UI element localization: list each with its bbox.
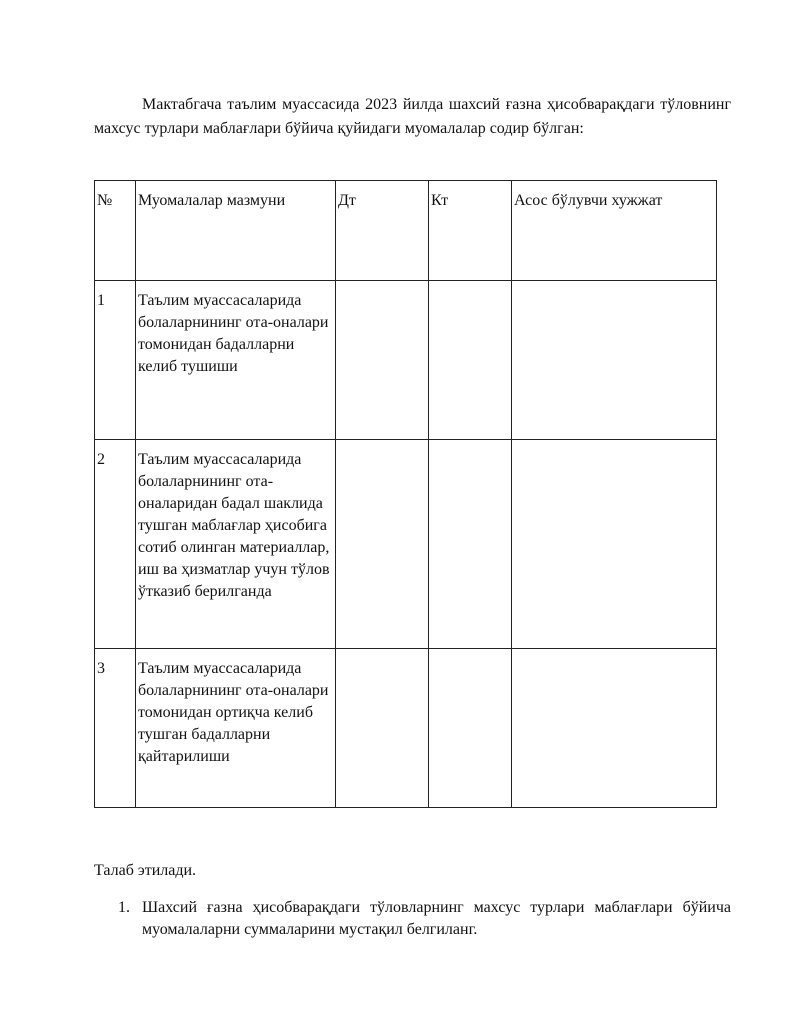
row-document[interactable]	[512, 281, 717, 440]
row-content: Таълим муассасаларида болаларнининг ота-оналари томонидан ортиқча келиб тушган бадалларни қайтарилиши	[136, 649, 336, 808]
row-number: 3	[95, 649, 136, 808]
table-row	[95, 649, 717, 808]
row-credit[interactable]	[429, 281, 512, 440]
table-row	[95, 440, 717, 649]
row-document[interactable]	[512, 649, 717, 808]
row-number: 2	[95, 440, 136, 649]
header-content: Муомалалар мазмуни	[136, 181, 336, 281]
row-debit[interactable]	[336, 440, 429, 649]
row-document[interactable]	[512, 440, 717, 649]
header-number: №	[95, 181, 136, 281]
header-credit: Кт	[429, 181, 512, 281]
intro-paragraph: Мактабгача таълим муассасида 2023 йилда шахсий ғазна ҳисобварақдаги тўловнинг махсус турлари маблағлари бўйича қуйидаги муомалалар содир бўлган:	[94, 96, 731, 137]
requirements-title: Талаб этилади.	[94, 862, 197, 879]
operations-table	[94, 180, 717, 808]
table-header-row	[95, 181, 717, 281]
header-debit: Дт	[336, 181, 429, 281]
requirements-list	[94, 897, 731, 941]
table-row	[95, 281, 717, 440]
requirement-text: Шахсий ғазна ҳисобварақдаги тўловларнинг махсус турлари маблағлари бўйича муомалаларни суммаларини мустақил белгиланг.	[142, 899, 731, 938]
row-debit[interactable]	[336, 649, 429, 808]
requirement-number: 1.	[118, 899, 130, 916]
row-number: 1	[95, 281, 136, 440]
row-debit[interactable]	[336, 281, 429, 440]
header-document: Асос бўлувчи хужжат	[512, 181, 717, 281]
row-content: Таълим муассасаларида болаларнининг ота-оналаридан бадал шаклида тушган маблағлар ҳисобига сотиб олинган материаллар, иш ва ҳизматлар учун тўлов ўтказиб берилганда	[136, 440, 336, 649]
row-content: Таълим муассасаларида болаларнининг ота-оналари томонидан бадалларни келиб тушиши	[136, 281, 336, 440]
requirement-item	[94, 897, 731, 941]
row-credit[interactable]	[429, 440, 512, 649]
row-credit[interactable]	[429, 649, 512, 808]
